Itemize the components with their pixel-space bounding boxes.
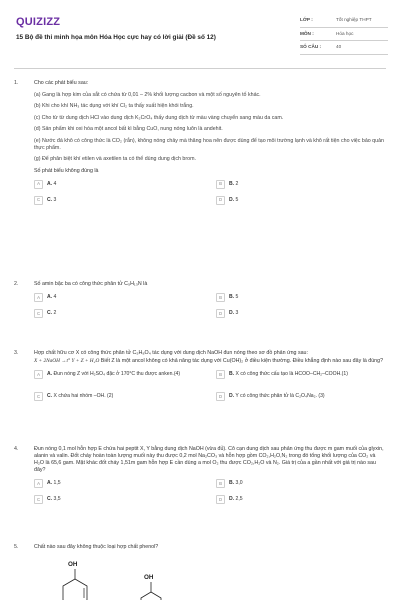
question-number: 4. xyxy=(14,446,19,452)
meta-value: 40 xyxy=(336,44,342,50)
quizizz-logo: QUIZIZZ xyxy=(16,16,61,28)
document-title: 15 Bộ đề thi minh họa môn Hóa Học cực hay có lời giải (Đề số 12) xyxy=(16,34,216,41)
option-letter-badge: C xyxy=(34,392,43,401)
meta-value: Hóa học xyxy=(336,30,354,36)
option-label: C. xyxy=(47,393,53,400)
option-label: B. xyxy=(229,180,235,187)
meta-table xyxy=(300,14,388,55)
option-d[interactable] xyxy=(216,495,384,507)
option-a[interactable] xyxy=(34,370,216,388)
option-letter-badge: B xyxy=(216,180,225,189)
option-text: X có công thức cấu tạo là HCOO–CH₂–COOH.(1) xyxy=(235,371,348,378)
meta-value: Tốt nghiệp THPT xyxy=(336,17,372,23)
option-letter-badge: B xyxy=(216,293,225,302)
question-number: 1. xyxy=(14,80,19,86)
statement-a: (a) Gang là hợp kim của sắt có chứa từ 0,01 – 2% khối lượng cacbon và một số nguyên tố khác. xyxy=(34,91,261,98)
option-letter-badge: D xyxy=(216,495,225,504)
answer-options xyxy=(34,479,386,507)
question-1 xyxy=(14,80,386,207)
statement-c: (c) Cho từ từ dung dịch HCl vào dung dịch K₂CrO₄ thấy dung dịch từ màu vàng chuyển sang màu da cam. xyxy=(34,114,284,121)
option-c[interactable] xyxy=(34,392,216,404)
option-text: 4 xyxy=(53,180,57,187)
meta-row-count xyxy=(300,41,388,55)
statement-e: (e) Nước đá khô có công thức là CO₂ (rắn), không nóng chảy mà thăng hoa nên được dùng để tạo môi trường lạnh và khô rất tiện cho việc bảo quản thực phẩm. xyxy=(34,137,384,151)
option-d[interactable] xyxy=(216,195,384,207)
answer-options xyxy=(34,370,386,404)
header-divider xyxy=(14,68,386,69)
option-b[interactable] xyxy=(216,293,384,305)
option-d[interactable] xyxy=(216,309,384,321)
question-number: 2. xyxy=(14,281,19,287)
option-c[interactable] xyxy=(34,495,216,507)
question-3 xyxy=(14,350,386,404)
question-4 xyxy=(14,446,386,507)
option-label: A. xyxy=(47,294,53,301)
question-stem: Số phát biểu không đúng là xyxy=(34,167,99,174)
option-letter-badge: D xyxy=(216,309,225,318)
option-label: B. xyxy=(229,371,235,378)
phenol-structures-figure xyxy=(58,560,178,600)
option-label: A. xyxy=(47,180,53,187)
option-c[interactable] xyxy=(34,309,216,321)
option-text: X chứa hai nhóm –OH. (2) xyxy=(53,393,114,400)
option-d[interactable] xyxy=(216,392,384,404)
option-text: 5 xyxy=(235,294,239,301)
question-stem: Biết Z là một ancol không có khả năng tác dụng với Cu(OH)₂ ở điều kiện thường. Điều khẳng định nào sau đây là đúng? xyxy=(100,358,384,365)
meta-key: LỚP : xyxy=(300,17,313,23)
meta-key: SỐ CÂU : xyxy=(300,44,322,50)
question-5 xyxy=(14,544,386,556)
question-prompt: Số amin bậc ba có công thức phân tử C₅H₁₃N là xyxy=(34,281,148,287)
question-number: 5. xyxy=(14,544,19,550)
option-a[interactable] xyxy=(34,479,216,491)
option-text: 2,5 xyxy=(235,496,243,503)
option-text: 5 xyxy=(235,196,239,203)
option-label: B. xyxy=(229,480,235,487)
answer-options xyxy=(34,293,386,321)
option-text: 3 xyxy=(53,196,57,203)
question-number: 3. xyxy=(14,350,19,356)
option-a[interactable] xyxy=(34,293,216,305)
option-label: C. xyxy=(47,496,53,503)
option-letter-badge: A xyxy=(34,479,43,488)
option-letter-badge: B xyxy=(216,370,225,379)
option-text: 3,5 xyxy=(53,496,61,503)
option-c[interactable] xyxy=(34,195,216,207)
option-label: A. xyxy=(47,371,53,378)
option-letter-badge: B xyxy=(216,479,225,488)
option-letter-badge: A xyxy=(34,370,43,379)
option-label: A. xyxy=(47,480,53,487)
option-text: 2 xyxy=(53,310,57,317)
option-b[interactable] xyxy=(216,179,384,191)
question-2 xyxy=(14,281,386,321)
worksheet-header xyxy=(0,0,400,62)
option-letter-badge: D xyxy=(216,392,225,401)
question-prompt: Đun nóng 0,1 mol hỗn hợp E chứa hai peptit X, Y bằng dung dịch NaOH (vừa đủ). Cô cạn dung dịch sau phản ứng thu được m gam muối của glyxin, alanin và valin. Đốt cháy hoàn toàn lượng muối này thu được 0,2 mol Na₂CO₃ và hỗn hợp gồm CO₂,H₂O,N₂ trong đó tổng khối lượng của CO₂ và H₂O là 65,6 gam. Mặt khác đốt cháy 1,51m gam hỗn hợp E cần dùng a mol O₂ thu được CO₂,H₂O và N₂. Giá trị của a gần nhất với giá trị nào sau đây? xyxy=(34,446,384,474)
meta-key: MÔN : xyxy=(300,30,314,36)
meta-row-subject xyxy=(300,28,388,42)
answer-options xyxy=(34,179,386,207)
option-b[interactable] xyxy=(216,370,384,388)
option-label: D. xyxy=(229,496,235,503)
option-text: 4 xyxy=(53,294,57,301)
question-prompt: Hợp chất hữu cơ X có công thức phân tử C₅H₈O₄ tác dụng với dung dịch NaOH đun nóng theo sơ đồ phản ứng sau: xyxy=(34,350,308,356)
option-letter-badge: C xyxy=(34,309,43,318)
statement-d: (d) Sản phẩm khi oxi hóa một ancol bất kì bằng CuO, nung nóng luôn là andehit. xyxy=(34,126,223,133)
option-label: C. xyxy=(47,310,53,317)
question-prompt: Chất nào sau đây không thuộc loại hợp chất phenol? xyxy=(34,544,159,550)
option-b[interactable] xyxy=(216,479,384,491)
option-text: Đun nóng Z với H₂SO₄ đặc ở 170°C thu được anken.(4) xyxy=(53,371,181,378)
option-text: 3,0 xyxy=(235,480,243,487)
option-letter-badge: D xyxy=(216,196,225,205)
option-label: D. xyxy=(229,310,235,317)
option-text: 1,5 xyxy=(53,480,61,487)
meta-row-class xyxy=(300,14,388,28)
option-a[interactable] xyxy=(34,179,216,191)
option-text: 3 xyxy=(235,310,239,317)
statement-b: (b) Khi cho khí NH₃ tác dụng với khí Cl₂ ta thấy xuất hiện khói trắng. xyxy=(34,103,194,110)
option-letter-badge: C xyxy=(34,196,43,205)
option-text: Y có công thức phân tử là C₂O₄Na₂. (3) xyxy=(235,393,325,400)
benzene-ring-drawings xyxy=(58,560,178,600)
statement-g: (g) Để phân biệt khí etilen và axetilen ta có thể dùng dung dịch brom. xyxy=(34,156,196,163)
option-letter-badge: A xyxy=(34,180,43,189)
option-label: D. xyxy=(229,393,235,400)
option-letter-badge: A xyxy=(34,293,43,302)
hydroxyl-label: OH xyxy=(68,561,78,568)
option-label: B. xyxy=(229,294,235,301)
reaction-formula: X + 2NaOH →t° Y + Z + H₂O xyxy=(34,358,100,365)
option-text: 2 xyxy=(235,180,239,187)
option-label: C. xyxy=(47,196,53,203)
question-prompt: Cho các phát biểu sau: xyxy=(34,80,89,86)
option-letter-badge: C xyxy=(34,495,43,504)
option-label: D. xyxy=(229,196,235,203)
hydroxyl-label: OH xyxy=(144,574,154,581)
